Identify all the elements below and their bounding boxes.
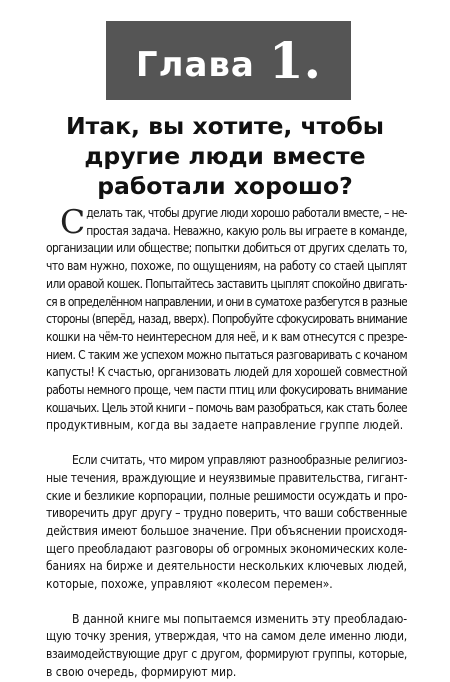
text-line: В данной книге мы попытаемся изменить эту преобладаю- <box>72 611 407 626</box>
text-line: ся в определённом направлении, и они в суматохе разбегутся в разные <box>46 294 407 309</box>
paragraph-3 <box>46 611 407 682</box>
text-line: что вам нужно, похоже, по ощущениям, на работу со стаей цыплят <box>46 259 407 274</box>
chapter-number: 1. <box>268 30 322 90</box>
paragraph-1 <box>46 202 407 435</box>
chapter-title-line: работали хорошо? <box>97 172 353 200</box>
text-line: ские и безликие корпорации, полные решимости осуждать и про- <box>46 488 407 503</box>
chapter-title-line: другие люди вместе <box>84 142 366 170</box>
text-line: продуктивным, когда вы задаете направление группе людей. <box>46 418 404 433</box>
chapter-word: Глава <box>135 44 255 85</box>
text-line: стороны (вперёд, назад, вверх). Попробуйте сфокусировать внимание <box>46 312 407 327</box>
text-line: щую точку зрения, утверждая, что на самом деле именно люди, <box>46 629 407 644</box>
text-line: работы немного проще, чем пасти птиц или фокусировать внимание <box>46 383 407 398</box>
chapter-body <box>46 202 407 682</box>
text-line: действия имеют большое значение. При объяснении происходя- <box>46 523 407 538</box>
text-line: кошачьих. Цель этой книги – помочь вам разобраться, как стать более <box>46 400 407 415</box>
text-line: тиворечить друг другу – трудно поверить, что ваши собственные <box>46 506 407 521</box>
text-line: баниях на бирже и деятельности нескольких ключевых людей, <box>46 559 407 574</box>
text-line: взаимодействующие друг с другом, формируют группы, которые, <box>46 647 407 662</box>
text-line: кошки на чём-то неинтересном для неё, и к вам отнесутся с презре- <box>46 329 407 344</box>
chapter-banner <box>106 21 351 100</box>
text-line: щего преобладают разговоры об огромных экономических коле- <box>46 541 407 556</box>
text-line: которые, похоже, управляют «колесом перемен». <box>46 577 333 592</box>
text-line: ные течения, враждующие и неуязвимые правительства, гигант- <box>46 470 407 485</box>
chapter-title <box>40 111 410 201</box>
text-line: организации или обществе; попытки добиться от других сделать то, <box>46 241 407 256</box>
paragraph-2 <box>46 452 407 594</box>
text-line: или оравой кошек. Попытайтесь заставить цыплят спокойно двигать- <box>46 276 407 291</box>
text-line: нием. С таким же успехом можно пытаться разговаривать с кочаном <box>46 347 407 362</box>
text-line: капусты! К счастью, организовать людей для хорошей совместной <box>46 365 407 380</box>
text-line: делать так, чтобы другие люди хорошо работали вместе, – не- <box>86 206 407 220</box>
text-line: в свою очередь, формируют мир. <box>46 664 237 679</box>
text-line: простая задача. Неважно, какую роль вы играете в команде, <box>86 223 407 238</box>
drop-cap: С <box>60 202 86 241</box>
chapter-title-line: Итак, вы хотите, чтобы <box>65 112 385 140</box>
text-line: Если считать, что миром управляют разнообразные религиоз- <box>72 453 407 468</box>
